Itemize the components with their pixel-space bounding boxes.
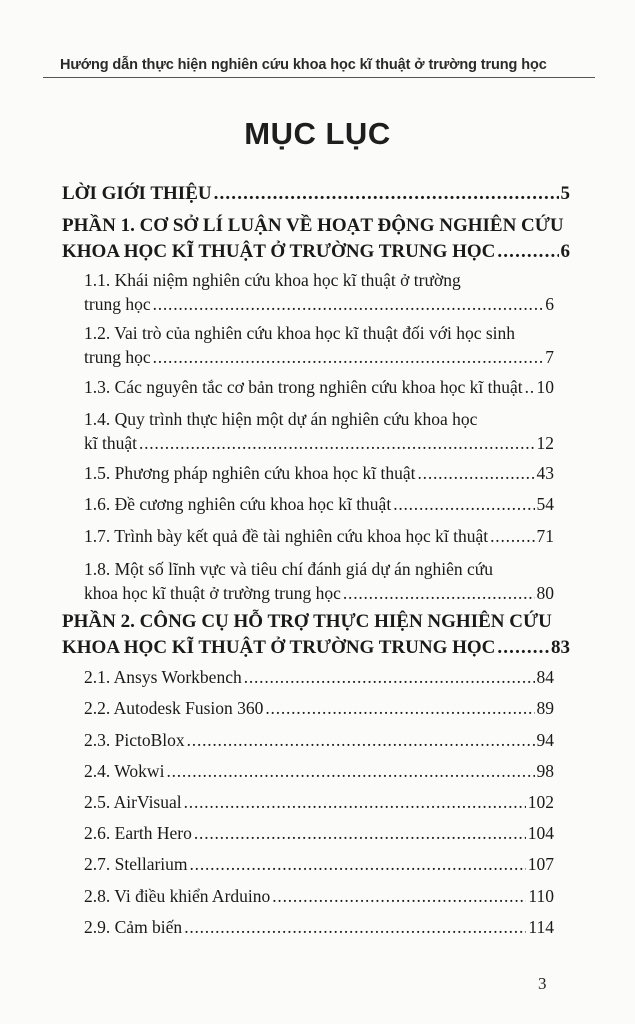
toc-entry-1-6[interactable] <box>84 494 554 518</box>
toc-leader-dots <box>244 667 535 688</box>
toc-entry-text-line2: trung học <box>84 347 151 367</box>
toc-page-number: 89 <box>536 698 554 718</box>
toc-leader-dots <box>490 526 534 547</box>
toc-entry-1-7[interactable] <box>84 526 554 550</box>
toc-entry-text: 2.5. AirVisual <box>84 792 182 812</box>
toc-page-number: 6 <box>545 294 554 314</box>
toc-entry-1-3[interactable] <box>84 377 554 401</box>
toc-entry-text: 2.6. Earth Hero <box>84 823 192 843</box>
toc-entry-2-1[interactable] <box>84 667 554 691</box>
page-number: 3 <box>538 974 547 993</box>
toc-page-number: 84 <box>536 667 554 687</box>
toc-leader-dots <box>497 637 549 659</box>
toc-leader-dots <box>184 917 526 938</box>
toc-leader-dots <box>184 792 526 813</box>
toc-entry-2-8[interactable] <box>84 886 554 910</box>
toc-entry-text: 1.3. Các nguyên tắc cơ bản trong nghiên cứu khoa học kĩ thuật <box>84 377 523 397</box>
toc-entry-part2[interactable] <box>62 611 570 663</box>
toc-page-number: 98 <box>536 761 554 781</box>
toc-leader-dots <box>187 730 535 751</box>
toc-leader-dots <box>190 854 526 875</box>
toc-page-number: 71 <box>536 526 554 546</box>
toc-entry-2-6[interactable] <box>84 823 554 847</box>
toc-leader-dots <box>194 823 526 844</box>
toc-leader-dots <box>393 494 534 515</box>
toc-entry-part1[interactable] <box>62 215 570 267</box>
toc-entry-text-line2: kĩ thuật <box>84 433 137 453</box>
toc-leader-dots <box>153 347 544 368</box>
toc-leader-dots <box>497 241 558 263</box>
toc-page-number: 10 <box>536 377 554 397</box>
toc-entry-2-2[interactable] <box>84 698 554 722</box>
toc-entry-text-line2: KHOA HỌC KĨ THUẬT Ở TRƯỜNG TRUNG HỌC <box>62 637 496 658</box>
toc-page-number: 80 <box>536 583 554 603</box>
toc-entry-text: 2.8. Vi điều khiển Arduino <box>84 886 271 906</box>
toc-entry-1-4[interactable] <box>84 409 554 459</box>
toc-entry-text-line2: trung học <box>84 294 151 314</box>
toc-page-number: 102 <box>527 792 554 812</box>
toc-page-number: 12 <box>536 433 554 453</box>
toc-leader-dots <box>343 583 535 604</box>
toc-entry-1-2[interactable] <box>84 323 554 373</box>
toc-page-number: 107 <box>527 854 554 874</box>
toc-leader-dots <box>418 463 535 484</box>
toc-entry-2-7[interactable] <box>84 854 554 878</box>
toc-entry-text-line1: PHẦN 1. CƠ SỞ LÍ LUẬN VỀ HOẠT ĐỘNG NGHIÊN CỨU <box>62 215 564 236</box>
toc-page-number: 83 <box>551 637 570 658</box>
toc-page-number: 6 <box>560 241 570 262</box>
toc-entry-2-9[interactable] <box>84 917 554 941</box>
toc-page-number: 110 <box>528 886 554 906</box>
toc-entry-text: 1.5. Phương pháp nghiên cứu khoa học kĩ thuật <box>84 463 416 483</box>
page-title: MỤC LỤC <box>244 116 391 151</box>
toc-entry-text: LỜI GIỚI THIỆU <box>62 183 212 204</box>
toc-page-number: 104 <box>527 823 554 843</box>
toc-entry-text: 2.7. Stellarium <box>84 854 188 874</box>
toc-entry-text: 1.7. Trình bày kết quả đề tài nghiên cứu khoa học kĩ thuật <box>84 526 489 546</box>
toc-entry-2-3[interactable] <box>84 730 554 754</box>
toc-entry-text: 2.4. Wokwi <box>84 761 165 781</box>
toc-entry-1-1[interactable] <box>84 270 554 320</box>
toc-page-number: 7 <box>545 347 554 367</box>
toc-leader-dots <box>153 294 544 315</box>
toc-entry-intro[interactable] <box>62 183 570 207</box>
toc-entry-text-line2: KHOA HỌC KĨ THUẬT Ở TRƯỜNG TRUNG HỌC <box>62 241 496 262</box>
toc-leader-dots <box>525 377 535 398</box>
toc-entry-text: 2.2. Autodesk Fusion 360 <box>84 698 264 718</box>
toc-leader-dots <box>272 886 526 907</box>
toc-leader-dots <box>265 698 534 719</box>
toc-leader-dots <box>214 183 559 205</box>
toc-page-number: 54 <box>536 494 554 514</box>
toc-entry-text-line1: 1.2. Vai trò của nghiên cứu khoa học kĩ thuật đối với học sinh <box>84 323 516 343</box>
toc-entry-text: 1.6. Đề cương nghiên cứu khoa học kĩ thuật <box>84 494 392 514</box>
running-header: Hướng dẫn thực hiện nghiên cứu khoa học kĩ thuật ở trường trung học <box>60 57 547 73</box>
toc-entry-2-4[interactable] <box>84 761 554 785</box>
toc-entry-text-line1: PHẦN 2. CÔNG CỤ HỖ TRỢ THỰC HIỆN NGHIÊN CỨU <box>62 611 552 632</box>
toc-entry-text: 2.9. Cảm biến <box>84 917 183 937</box>
toc-leader-dots <box>139 433 535 454</box>
toc-entry-1-8[interactable] <box>84 559 554 609</box>
toc-entry-text-line2: khoa học kĩ thuật ở trường trung học <box>84 583 341 603</box>
toc-entry-1-5[interactable] <box>84 463 554 487</box>
toc-entry-text: 2.1. Ansys Workbench <box>84 667 242 687</box>
toc-page-number: 5 <box>560 183 570 204</box>
header-rule <box>43 77 595 78</box>
toc-leader-dots <box>166 761 534 782</box>
toc-entry-text: 2.3. PictoBlox <box>84 730 185 750</box>
toc-page-number: 114 <box>528 917 554 937</box>
toc-entry-text-line1: 1.4. Quy trình thực hiện một dự án nghiên cứu khoa học <box>84 409 478 429</box>
toc-entry-text-line1: 1.8. Một số lĩnh vực và tiêu chí đánh giá dự án nghiên cứu <box>84 559 494 579</box>
toc-entry-2-5[interactable] <box>84 792 554 816</box>
toc-page-number: 43 <box>536 463 554 483</box>
toc-entry-text-line1: 1.1. Khái niệm nghiên cứu khoa học kĩ thuật ở trường <box>84 270 461 290</box>
toc-page-number: 94 <box>536 730 554 750</box>
